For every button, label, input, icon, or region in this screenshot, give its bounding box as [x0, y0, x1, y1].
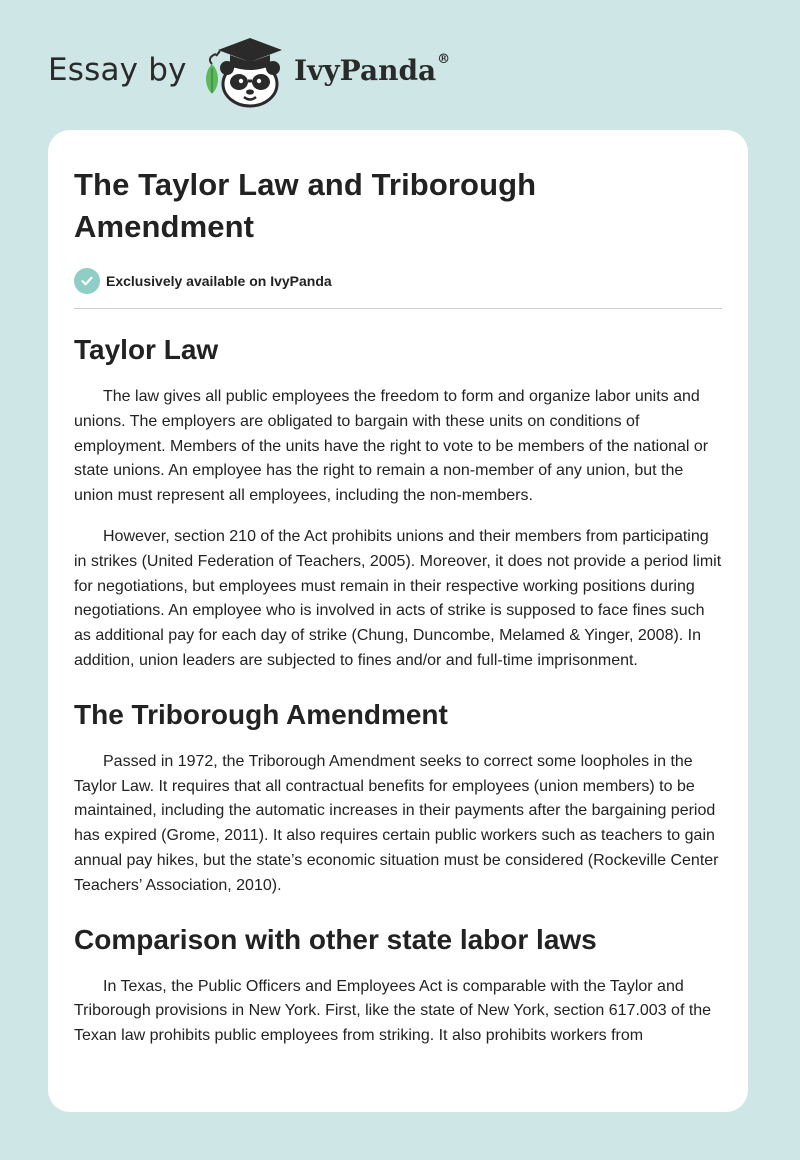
- essay-content: [74, 164, 722, 1049]
- brand-name: IvyPanda®: [294, 52, 451, 87]
- section-heading-comparison: Comparison with other state labor laws: [74, 923, 597, 955]
- paragraph: The law gives all public employees the freedom to form and organize labor units and unions. The employers are obligated to bargain with these units on conditions of employment. Members of the units have the right to vote to be members of the national or state unions. An employee has the right to remain a non-member of any union, but the union must represent all employees, including the non-members.: [74, 388, 709, 505]
- panda-graduate-icon: [200, 34, 294, 110]
- paragraph: However, section 210 of the Act prohibits unions and their members from participating in strikes (United Federation of Teachers, 2005). Moreover, it does not provide a period limit for negotiations, but employees must remain in their respective working positions during negotiations. An employee who is involved in acts of strike is supposed to face fines such as additional pay for each day of strike (Chung, Duncombe, Melamed & Yinger, 2008). In addition, union leaders are subjected to fines and/or and full-time imprisonment.: [74, 527, 722, 669]
- brand-prefix: Essay by: [48, 52, 187, 88]
- page-title: The Taylor Law and Triborough Amendment: [74, 167, 537, 244]
- divider: [74, 308, 722, 309]
- exclusive-badge: [74, 268, 722, 294]
- paragraph: Passed in 1972, the Triborough Amendment seeks to correct some loopholes in the Taylor Law. It requires that all contractual benefits for employees (union members) to be maintained, including the automatic increases in their payments after the bargaining period has expired (Grome, 2011). It also requires certain public workers such as teachers to gain annual pay hikes, but the state’s economic situation must be considered (Rockeville Center Teachers’ Association, 2010).: [74, 752, 719, 894]
- section-heading-triborough-amendment: The Triborough Amendment: [74, 698, 448, 730]
- check-circle-icon: [74, 268, 100, 294]
- brand-header[interactable]: [48, 32, 468, 112]
- registered-mark: ®: [437, 52, 451, 67]
- paragraph: In Texas, the Public Officers and Employees Act is comparable with the Taylor and Triborough provisions in New York. First, like the state of New York, section 617.003 of the Texan law prohibits public employees from striking. It also prohibits workers from: [74, 977, 712, 1045]
- section-heading-taylor-law: Taylor Law: [74, 334, 219, 365]
- essay-card: [48, 130, 748, 1112]
- exclusive-label: Exclusively available on IvyPanda: [106, 273, 332, 289]
